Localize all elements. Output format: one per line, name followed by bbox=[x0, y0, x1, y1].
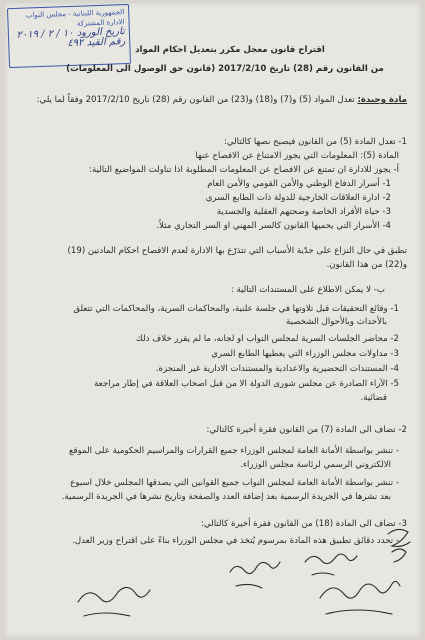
item1-list-1: 1- أسرار الدفاع الوطني والأمن القومي والأمن العام bbox=[207, 179, 391, 189]
item1-blist-5b: قضائية. bbox=[360, 393, 387, 403]
item3-heading: 3- تضاف الى المادة (18) من القانون فقرة أخيرة كالتالي: bbox=[201, 519, 407, 529]
item1-blist-1: 1- وقائع التحقيقات قبل تلاوتها في جلسة علنية، والمحاكمات السرية، والمحاكمات التي تتعلق bbox=[73, 304, 399, 314]
title-line-2: من القانون رقم (28) تاريخ 2017/2/10 (قانون حق الوصول الى المعلومات) bbox=[66, 64, 384, 74]
signature-right bbox=[388, 529, 410, 562]
stamp-line-2: الادارة المشتركة bbox=[76, 18, 125, 28]
item2-bullet-2b: بعد نشرها في الجريدة الرسمية بعد إضافة العدد والصفحة وتاريخ نشرها في الجريدة الرسمية. bbox=[61, 492, 391, 502]
stamp-number: رقم القيد ٤٩٢ bbox=[67, 36, 126, 50]
intro-label: مادة وحيدة: bbox=[357, 95, 407, 105]
item1-para-1: تطبق في حال النزاع على جدّية الأسباب التي تتذرّع بها الادارة لعدم الافصاح احكام المادتين (19) bbox=[67, 246, 407, 256]
signature-bottom-right bbox=[320, 581, 400, 614]
item2-bullet-2: - تنشر بواسطة الأمانة العامة لمجلس النواب جميع القوانين التي يصدقها المجلس خلال اسبوع bbox=[70, 478, 399, 488]
signature-center-right bbox=[305, 554, 357, 575]
item1-blist-2: 2- محاضر الجلسات السرية لمجلس النواب او لجانه، ما لم يقرر خلاف ذلك bbox=[135, 334, 399, 344]
item3-text: - تحدد دقائق تطبيق هذه المادة بمرسوم يُتخذ في مجلس الوزراء بناءً على اقتراح وزير العدل. bbox=[72, 536, 399, 546]
item1-clause-a: أ- يجوز للادارة ان تمتنع عن الافصاح عن المعلومات المطلوبة اذا تناولت المواضيع التالية: bbox=[89, 165, 399, 175]
title-line-1: اقتراح قانون معجل مكرر بتعديل احكام المواد bbox=[135, 45, 325, 55]
item1-heading: 1- تعدل المادة (5) من القانون فيصبح نصها كالتالي: bbox=[223, 137, 407, 147]
item1-blist-4: 4- المستندات التحضيرية والاعدادية والمستندات الادارية غير المنجزة. bbox=[155, 364, 399, 374]
stamp-line-1: الجمهورية اللبنانية - مجلس النواب bbox=[25, 8, 125, 20]
item1-blist-5: 5- الآراء الصادرة عن مجلس شورى الدولة الا من قبل اصحاب العلاقة في إطار مراجعة bbox=[94, 379, 399, 389]
item2-heading: 2- تضاف الى المادة (7) من القانون فقرة أخيرة كالتالي: bbox=[206, 425, 407, 435]
item1-article-title: المادة (5): المعلومات التي يجوز الامتناع عن الافصاح عنها bbox=[195, 151, 399, 161]
item2-bullet-1b: الالكتروني الرسمي لرئاسة مجلس الوزراء. bbox=[240, 460, 391, 470]
intro-text: تعدل المواد (5) و(7) و(18) و(23) من القانون رقم (28) تاريخ 2017/2/10 وفقاً لما يلي: bbox=[36, 95, 358, 105]
signature-middle bbox=[230, 562, 280, 588]
signature-bottom-left bbox=[78, 587, 150, 616]
item1-blist-1b: بالأحداث وبالأحوال الشخصية bbox=[286, 317, 387, 327]
item2-bullet-1: - تنشر بواسطة الأمانة العامة لمجلس الوزراء جميع القرارات والمراسيم الحكومية على الموقع bbox=[68, 446, 399, 456]
item1-clause-b: ب- لا يمكن الاطلاع على المستندات التالية : bbox=[230, 285, 385, 295]
item1-list-3: 3- حياة الأفراد الخاصة وصحتهم العقلية والجسدية bbox=[216, 207, 391, 217]
item1-blist-3: 3- مداولات مجلس الوزراء التي يعطيها الطابع السري bbox=[211, 349, 399, 359]
stamp-date: تاريخ الورود ١٠ / ٢ / ٢٠١٩ bbox=[16, 26, 126, 41]
item1-list-2: 2- ادارة العلاقات الخارجية للدولة ذات الطابع السري bbox=[205, 193, 391, 203]
item1-list-4: 4- الأسرار التي يحميها القانون كالسر المهني او السر التجاري مثلاً. bbox=[156, 221, 391, 231]
item1-para-2: و(22) من هذا القانون. bbox=[326, 260, 407, 270]
